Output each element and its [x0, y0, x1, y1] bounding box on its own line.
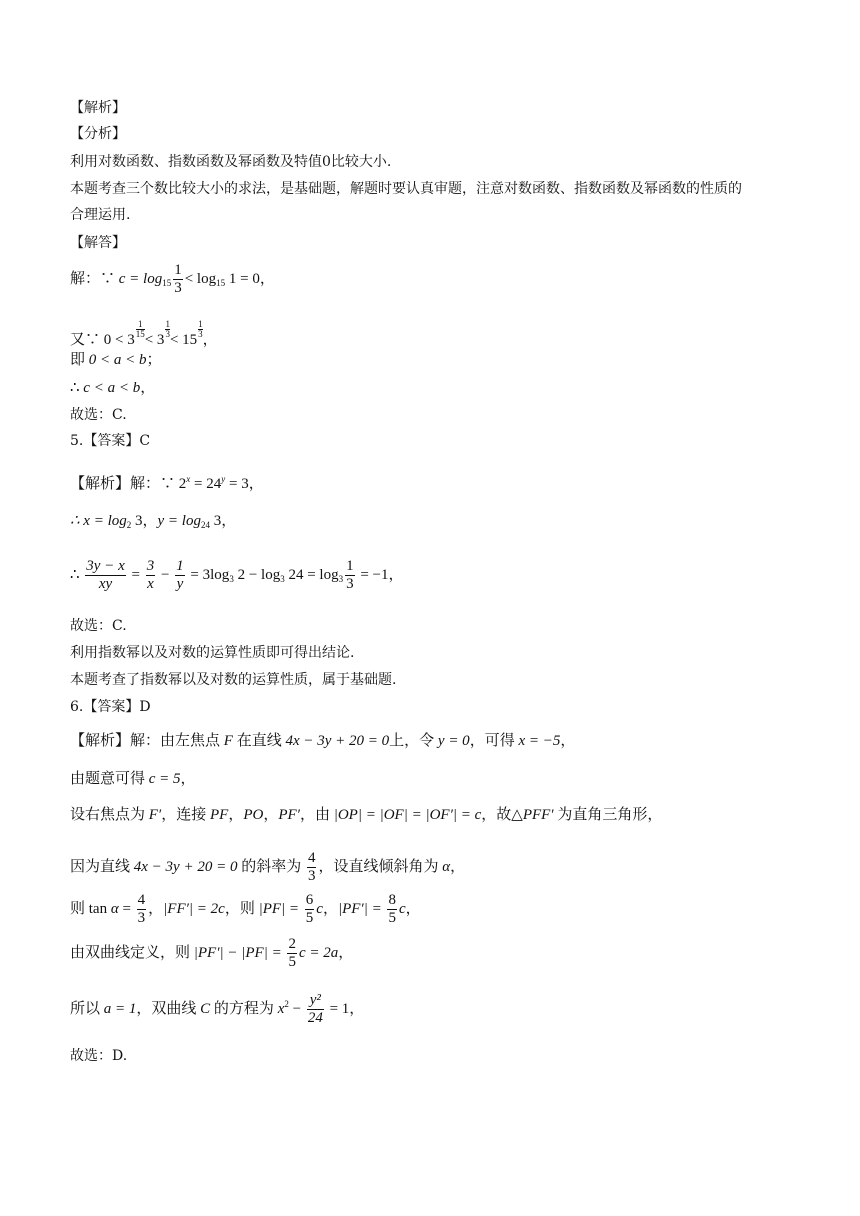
text: 由双曲线定义，则	[70, 944, 194, 961]
fraction	[137, 892, 147, 927]
formula-line	[70, 379, 155, 397]
math: α	[442, 858, 451, 875]
math-sub: 3	[338, 573, 344, 584]
text: ，	[263, 807, 279, 823]
answer-choice: 故选：C.	[70, 407, 127, 423]
math: PF	[209, 807, 229, 823]
fraction	[175, 558, 185, 593]
text: 为直角三角形，	[553, 807, 663, 823]
text: ，设直线倾斜角为	[318, 858, 443, 875]
text: ；	[146, 352, 162, 368]
fraction-den: 24	[307, 1010, 323, 1026]
math: PFF′	[522, 807, 554, 823]
fraction-num: 3	[146, 558, 155, 574]
text: 因为直线	[70, 858, 134, 875]
math: c	[398, 900, 406, 917]
text: 即	[70, 352, 89, 368]
math: 24 = log	[284, 566, 339, 583]
fraction	[305, 892, 315, 927]
text: 则 tan	[70, 900, 111, 917]
fraction	[146, 558, 156, 593]
text: 设右焦点为	[70, 807, 149, 823]
text: ，	[322, 900, 338, 917]
math: α	[110, 900, 119, 917]
math-sub: 2	[126, 520, 132, 530]
exp-fraction	[136, 320, 145, 339]
fraction-num: 2	[288, 936, 296, 952]
text: ，	[180, 771, 196, 787]
math: 1 = 0	[225, 270, 260, 287]
fraction	[173, 262, 183, 297]
math: C	[200, 1000, 211, 1017]
text: 的方程为	[210, 1000, 278, 1017]
math: ∴ x = log	[70, 513, 127, 529]
formula-line	[70, 892, 421, 927]
answer-choice: 故选：D.	[70, 1048, 128, 1064]
fraction-den: xy	[85, 575, 125, 593]
math-sub: 24	[200, 520, 210, 530]
math: c < a < b	[83, 380, 141, 396]
fraction-num: 6	[305, 892, 314, 908]
fraction	[307, 850, 317, 885]
fraction-num: 1	[176, 558, 184, 574]
formula-line	[70, 512, 236, 534]
math: < 15	[169, 332, 198, 348]
text: ，	[388, 566, 404, 583]
fraction	[345, 558, 355, 593]
text: ，连接	[161, 807, 210, 823]
fraction	[307, 992, 324, 1027]
text-line: 本题考查三个数比较大小的求法，是基础题，解题时要认真审题，注意对数函数、指数函数及幂函数的性质的	[70, 181, 742, 197]
fraction-num: 1	[165, 319, 170, 329]
text: 的斜率为	[237, 858, 305, 875]
formula-line	[70, 806, 662, 824]
section-label-fenxi: 【分析】	[70, 126, 126, 142]
math: x	[277, 1000, 285, 1017]
math-sub: 15	[216, 277, 226, 288]
text: ，	[338, 944, 354, 961]
text: ，故△	[481, 807, 523, 823]
fraction-num: 1	[346, 558, 354, 574]
text: ，	[405, 900, 421, 917]
text: ∴	[70, 566, 84, 583]
fraction-den: x	[147, 576, 154, 592]
text: 【解析】解：由左焦点	[70, 733, 224, 749]
text-line: 利用对数函数、指数函数及幂函数及特值0比较大小.	[70, 154, 392, 170]
text: ，双曲线	[136, 1000, 201, 1017]
fraction	[387, 892, 397, 927]
math: |PF′| − |PF| =	[193, 944, 286, 961]
question-answer-6: 6.【答案】D	[70, 699, 151, 715]
text: ，	[140, 380, 156, 396]
text: ，则	[224, 900, 259, 917]
formula-line	[70, 770, 196, 788]
math: = −1	[356, 566, 389, 583]
formula-line	[70, 320, 218, 349]
text: 所以	[70, 1000, 104, 1017]
section-label-analysis: 【解析】	[70, 100, 126, 116]
text: ∴	[70, 380, 84, 396]
formula-line	[70, 262, 275, 297]
math-sub: 15	[162, 277, 172, 288]
math: = 1	[325, 1000, 350, 1017]
text: 在直线	[232, 733, 286, 749]
math: 又∵ 0 < 3	[70, 332, 135, 348]
math: < log	[184, 270, 217, 287]
math: = 24	[190, 476, 222, 492]
math: < 3	[144, 332, 165, 348]
fraction-num: 1	[137, 319, 143, 329]
math-sup: x	[186, 474, 191, 484]
question-answer-5: 5.【答案】C	[70, 433, 151, 449]
math: x = −5	[518, 733, 561, 749]
math: c = 2a	[298, 944, 339, 961]
text: ，	[259, 270, 275, 287]
text: ，	[221, 513, 237, 529]
math: F	[223, 733, 233, 749]
math: |PF| =	[258, 900, 303, 917]
fraction-den: 3	[165, 329, 170, 339]
math: =	[127, 566, 144, 583]
fraction-num: y²	[309, 992, 321, 1008]
text: ，	[228, 807, 244, 823]
text-line: 利用指数幂以及对数的运算性质即可得出结论.	[70, 645, 355, 661]
fraction-num: 4	[137, 892, 146, 908]
text: ，	[148, 900, 164, 917]
fraction-num: 1	[198, 319, 203, 329]
text: ，	[560, 733, 576, 749]
text: ，由	[299, 807, 334, 823]
math: PF′	[278, 807, 300, 823]
fraction-num: 3y − x	[86, 558, 125, 574]
math: |PF′| =	[337, 900, 386, 917]
math: |FF′| = 2c	[163, 900, 225, 917]
text: 解：∵	[70, 270, 119, 287]
math: = 3log	[186, 566, 230, 583]
math: 3	[131, 513, 143, 529]
fraction-den: 3	[174, 280, 182, 296]
math-sub: 3	[280, 573, 285, 584]
text: ，	[248, 476, 264, 492]
text: ，	[142, 513, 158, 529]
formula-line	[70, 470, 264, 493]
math: 4x − 3y + 20 = 0	[133, 858, 238, 875]
math-sub: 3	[229, 573, 234, 584]
fraction-den: 15	[135, 329, 145, 339]
text: ，	[450, 858, 466, 875]
fraction-den: 5	[288, 954, 296, 970]
formula-line	[70, 936, 353, 971]
formula-line	[70, 732, 575, 750]
text: ，	[202, 332, 218, 348]
math: c = 5	[148, 771, 181, 787]
formula-line	[70, 992, 364, 1027]
math: = 3	[225, 476, 249, 492]
math-sup: 2	[284, 998, 289, 1009]
math-sup: y	[221, 474, 226, 484]
math: y = log	[157, 513, 201, 529]
math: 3	[209, 513, 222, 529]
text: ，	[349, 1000, 365, 1017]
math: 4x − 3y + 20 = 0	[285, 733, 390, 749]
formula-line	[70, 850, 465, 885]
section-label-answer: 【解答】	[70, 235, 126, 251]
fraction-num: 8	[388, 892, 396, 908]
math: 2 − log	[233, 566, 281, 583]
text: ，可得	[469, 733, 519, 749]
text-line: 本题考查了指数幂以及对数的运算性质，属于基础题.	[70, 672, 397, 688]
fraction-den: y	[176, 576, 184, 592]
fraction	[85, 558, 125, 593]
fraction-den: 3	[198, 329, 203, 339]
formula-line	[70, 558, 404, 593]
math: F′	[148, 807, 162, 823]
math: |OP| = |OF| = |OF′| = c	[333, 807, 482, 823]
text: 上，令	[389, 733, 438, 749]
fraction-den: 5	[305, 910, 314, 926]
fraction-num: 1	[174, 262, 182, 278]
text: 由题意可得	[70, 771, 149, 787]
math: −	[157, 566, 174, 583]
answer-choice: 故选：C.	[70, 618, 127, 634]
math: c = log	[118, 270, 163, 287]
math: 0 < a < b	[88, 352, 147, 368]
math: y = 0	[437, 733, 470, 749]
fraction-den: 5	[388, 910, 396, 926]
math: −	[288, 1000, 305, 1017]
text-line: 合理运用.	[70, 207, 131, 223]
fraction-den: 3	[137, 910, 146, 926]
formula-line	[70, 351, 162, 369]
text: 【解析】解：∵ 2	[70, 476, 187, 492]
math: =	[118, 900, 135, 917]
fraction-den: 3	[307, 868, 316, 884]
math: PO	[243, 807, 264, 823]
math: a = 1	[103, 1000, 137, 1017]
fraction	[287, 936, 297, 971]
math: c	[316, 900, 323, 917]
fraction-den: 3	[346, 576, 354, 592]
fraction-num: 4	[307, 850, 316, 866]
